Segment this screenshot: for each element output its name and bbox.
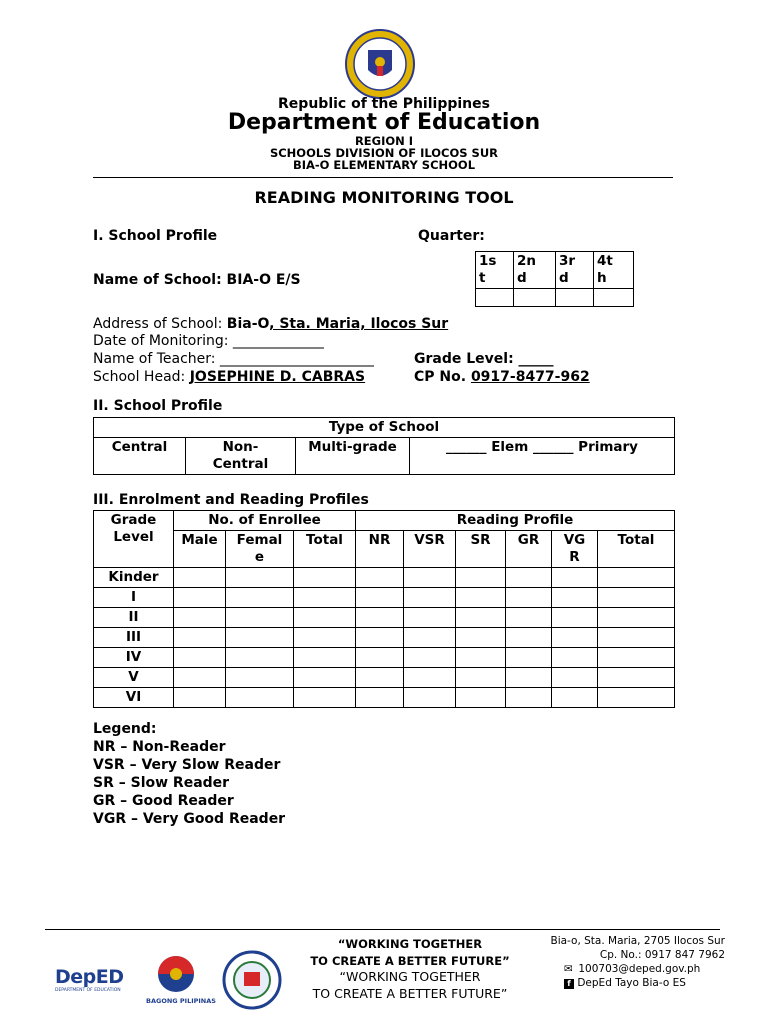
quarter-check-4[interactable] [594,289,634,307]
col-enrol-total: Total [294,531,356,568]
bagong-pilipinas-label: BAGONG PILIPINAS [146,997,216,1005]
col-reading-profile: Reading Profile [356,511,675,531]
table-cell[interactable] [294,568,356,588]
footer-divider [45,929,720,930]
name-of-teacher: Name of Teacher: ______________________ [93,351,374,367]
quarter-4th: 4t h [594,252,634,289]
section-school-profile: I. School Profile [93,228,218,244]
col-grade-level: Grade Level [94,511,174,568]
table-cell[interactable] [226,648,294,668]
table-cell[interactable] [552,668,598,688]
table-cell[interactable] [226,688,294,708]
table-cell[interactable] [552,568,598,588]
col-reading-total: Total [598,531,675,568]
table-cell[interactable] [404,648,456,668]
quarter-3rd: 3r d [556,252,594,289]
footer-cp: Cp. No.: 0917 847 7962 [599,949,725,961]
division-line: SCHOOLS DIVISION OF ILOCOS SUR [269,146,499,160]
table-cell[interactable] [356,648,404,668]
header-divider [93,177,673,178]
table-row [94,588,675,608]
school-seal-icon [222,950,282,1010]
table-cell[interactable] [404,628,456,648]
col-gr: GR [506,531,552,568]
address-label: Address of School: [93,316,227,332]
table-cell[interactable] [404,568,456,588]
grade-label: I [94,588,174,608]
table-cell[interactable] [456,568,506,588]
table-cell[interactable] [552,588,598,608]
table-cell[interactable] [356,628,404,648]
col-nr: NR [356,531,404,568]
table-cell[interactable] [226,568,294,588]
table-cell[interactable] [294,588,356,608]
legend-title: Legend: [93,721,157,737]
table-cell[interactable] [294,688,356,708]
grade-label: II [94,608,174,628]
table-cell[interactable] [456,588,506,608]
table-cell[interactable] [404,608,456,628]
table-cell[interactable] [552,688,598,708]
table-cell[interactable] [294,668,356,688]
grade-label: V [94,668,174,688]
footer-email[interactable]: 100703@deped.gov.ph [578,963,701,975]
grade-level-field: Grade Level: _____ [414,351,554,367]
deped-logo [55,966,130,993]
table-cell[interactable] [294,608,356,628]
motto-line1: “WORKING TOGETHER [339,969,481,984]
table-cell[interactable] [174,628,226,648]
col-male: Male [174,531,226,568]
table-cell[interactable] [456,628,506,648]
table-cell[interactable] [506,648,552,668]
table-cell[interactable] [356,668,404,688]
page-title: READING MONITORING TOOL [254,188,514,207]
legend-vgr: VGR – Very Good Reader [93,811,286,827]
footer-facebook[interactable]: DepEd Tayo Bia-o ES [577,977,686,989]
col-vgr: VG R [552,531,598,568]
footer-links [564,962,700,990]
table-row [94,688,675,708]
school-type-table [93,417,675,475]
table-row [94,668,675,688]
table-cell[interactable] [552,608,598,628]
type-elem-primary: ______ Elem ______ Primary [410,438,675,475]
table-cell[interactable] [506,628,552,648]
table-cell[interactable] [356,608,404,628]
department-title: Department of Education [227,110,541,135]
table-cell[interactable] [456,608,506,628]
table-cell[interactable] [404,668,456,688]
motto-bold-line2: TO CREATE A BETTER FUTURE” [310,954,510,968]
name-of-school: Name of School: BIA-O E/S [93,272,301,288]
address-value-b: , Sta. Maria, Ilocos Sur [269,316,449,332]
legend [93,720,285,828]
cp-row [414,369,590,385]
table-cell[interactable] [598,568,675,588]
legend-vsr: VSR – Very Slow Reader [93,757,281,773]
table-cell[interactable] [598,688,675,708]
table-cell[interactable] [506,608,552,628]
table-cell[interactable] [552,628,598,648]
col-vsr: VSR [404,531,456,568]
table-row [94,608,675,628]
table-cell[interactable] [598,588,675,608]
type-central: Central [94,438,186,475]
table-cell[interactable] [174,668,226,688]
legend-sr: SR – Slow Reader [93,775,230,791]
col-sr: SR [456,531,506,568]
quarter-check-2[interactable] [514,289,556,307]
motto-line2: TO CREATE A BETTER FUTURE” [312,986,508,1001]
deped-seal-icon [344,28,416,100]
table-cell[interactable] [356,588,404,608]
footer-address: Bia-o, Sta. Maria, 2705 Ilocos Sur [550,935,725,947]
table-cell[interactable] [294,628,356,648]
type-multigrade: Multi-grade [296,438,410,475]
date-of-monitoring: Date of Monitoring: _____________ [93,333,324,349]
address-value-a: Bia-O [226,316,270,332]
grade-label: VI [94,688,174,708]
table-cell[interactable] [598,648,675,668]
school-head-value: JOSEPHINE D. CABRAS [189,369,366,385]
facebook-icon: f [564,979,574,989]
table-cell[interactable] [598,608,675,628]
table-row [94,568,675,588]
table-cell[interactable] [174,588,226,608]
school-line: BIA-O ELEMENTARY SCHOOL [292,158,476,172]
section-school-type: II. School Profile [93,398,223,414]
quarter-1st: 1s t [476,252,514,289]
table-cell[interactable] [456,688,506,708]
table-cell[interactable] [506,668,552,688]
motto-bold [300,936,520,970]
type-non-central: Non- Central [186,438,296,475]
quarter-2nd: 2n d [514,252,556,289]
table-row [94,648,675,668]
school-head-label: School Head: [93,369,190,385]
table-cell[interactable] [456,648,506,668]
table-cell[interactable] [226,588,294,608]
cp-label: CP No. [414,369,471,385]
grade-label: Kinder [94,568,174,588]
grade-label: III [94,628,174,648]
region-line: REGION I [354,134,414,148]
table-cell[interactable] [174,648,226,668]
table-cell[interactable] [174,568,226,588]
table-cell[interactable] [294,648,356,668]
col-female: Femal e [226,531,294,568]
quarter-check-1[interactable] [476,289,514,307]
table-cell[interactable] [404,588,456,608]
enrolment-table [93,510,675,708]
table-cell[interactable] [404,688,456,708]
school-head-row [93,369,365,385]
table-cell[interactable] [598,668,675,688]
footer-contact [540,934,725,962]
grade-label: IV [94,648,174,668]
email-icon: ✉ [564,963,573,975]
table-cell[interactable] [226,628,294,648]
cp-value: 0917-8477-962 [470,369,590,385]
address-row [93,316,448,332]
quarter-label: Quarter: [418,228,485,244]
table-cell[interactable] [356,568,404,588]
legend-nr: NR – Non-Reader [93,739,226,755]
table-cell[interactable] [174,608,226,628]
motto-bold-line1: “WORKING TOGETHER [337,937,483,951]
table-cell[interactable] [506,588,552,608]
table-cell[interactable] [174,688,226,708]
table-cell[interactable] [226,608,294,628]
table-cell[interactable] [356,688,404,708]
republic-line: Republic of the Philippines [278,96,490,112]
table-cell[interactable] [456,668,506,688]
motto [300,968,520,1002]
table-cell[interactable] [598,628,675,648]
col-no-enrollee: No. of Enrollee [174,511,356,531]
deped-logo-text: DepED [55,966,124,988]
table-cell[interactable] [506,568,552,588]
quarter-table [475,251,634,307]
legend-gr: GR – Good Reader [93,793,234,809]
type-of-school-header: Type of School [94,418,675,438]
deped-logo-sub: DEPARTMENT OF EDUCATION [55,988,121,993]
quarter-check-3[interactable] [556,289,594,307]
table-cell[interactable] [226,668,294,688]
section-enrolment: III. Enrolment and Reading Profiles [93,492,369,508]
bagong-pilipinas-icon [148,952,204,998]
table-cell[interactable] [552,648,598,668]
table-cell[interactable] [506,688,552,708]
table-row [94,628,675,648]
